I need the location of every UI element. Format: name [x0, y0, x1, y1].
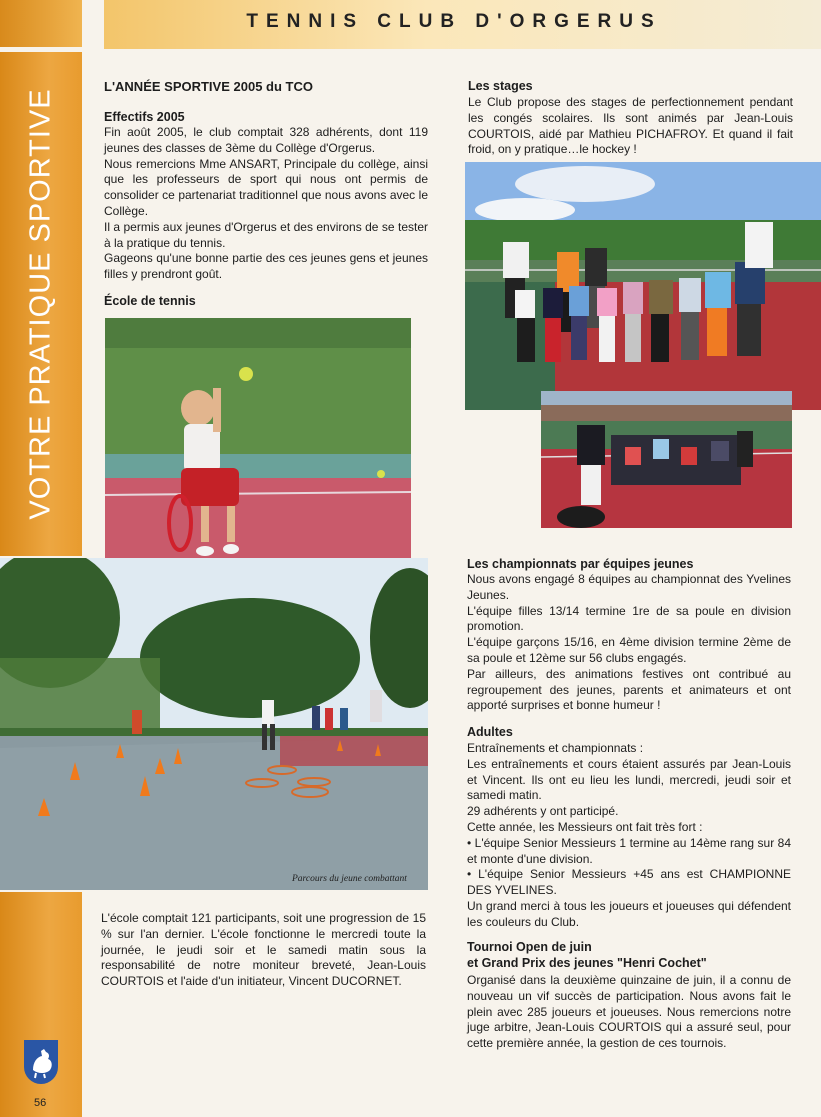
adultes-text: [467, 741, 791, 931]
championnats-paragraph: L'équipe filles 13/14 termine 1re de sa poule en division promotion.: [467, 603, 791, 634]
adultes-line: Un grand merci à tous les joueurs et joueuses qui défendent les couleurs du Club.: [467, 898, 791, 929]
adultes-line: Les entraînements et cours étaient assurés par Jean-Louis et Vincent. Ils ont eu lieu les lundi, mercredi, jeudi soir et samedi matin.: [467, 756, 791, 803]
tournoi-heading: Tournoi Open de juin: [467, 940, 592, 954]
effectifs-paragraph: Il a permis aux jeunes d'Orgerus et des environs de se tester à la pratique du tennis.: [104, 219, 428, 250]
photo-obstacle-course: [0, 558, 428, 890]
page-number: 56: [34, 1097, 47, 1109]
photo-caption: Parcours du jeune combattant: [292, 874, 407, 884]
photo-hockey-group: [541, 391, 792, 528]
adultes-line: • L'équipe Senior Messieurs 1 termine au 14ème rang sur 84 et monte d'une division.: [467, 835, 791, 866]
tournoi-text: Organisé dans la deuxième quinzaine de juin, il a connu de nouveau un vif succès de participation. Nous avons fait le plein avec 285 joueurs et joueuses. Nous remercions notre juge arbitre, Jean-Louis COURTOIS qui a assuré seul, pour cette première année, la gestion de ces tournois.: [467, 973, 791, 1051]
page-title: TENNIS CLUB D'ORGERUS: [246, 11, 662, 32]
championnats-text: [467, 572, 791, 714]
adultes-line: Cette année, les Messieurs ont fait très fort :: [467, 819, 703, 834]
ecole-text: L'école comptait 121 participants, soit une progression de 15 % sur l'an dernier. L'école fonctionne le mercredi toute la journée, le jeudi soir et le samedi matin sous la responsabilité de notre moniteur breveté, Jean-Louis COURTOIS et l'aide d'un initiateur, Vincent DUCORNET.: [101, 911, 426, 989]
championnats-paragraph: Nous avons engagé 8 équipes au championnat des Yvelines Jeunes.: [467, 572, 791, 602]
effectifs-paragraph: Fin août 2005, le club comptait 328 adhérents, dont 119 jeunes des classes de 3ème du Collège d'Orgerus.: [104, 125, 428, 155]
ecole-heading: École de tennis: [104, 294, 196, 308]
adultes-line: • L'équipe Senior Messieurs +45 ans est CHAMPIONNE DES YVELINES.: [467, 867, 791, 898]
effectifs-paragraph: Nous remercions Mme ANSART, Principale du collège, ainsi que les professeurs de sport qui nous ont permis de consolider ce partenariat traditionnel que nous avons avec le Collège.: [104, 156, 428, 218]
photo-stage-group: [465, 162, 821, 410]
effectifs-text: [104, 125, 428, 283]
tournoi-subheading: et Grand Prix des jeunes "Henri Cochet": [467, 956, 707, 970]
article-title: L'ANNÉE SPORTIVE 2005 du TCO: [104, 79, 313, 94]
adultes-line: 29 adhérents y ont participé.: [467, 804, 619, 819]
championnats-paragraph: Par ailleurs, des animations festives ont contribué au regroupement des jeunes, parents et animateurs et ont apporté surprises et bonne humeur !: [467, 666, 791, 713]
championnats-heading: Les championnats par équipes jeunes: [467, 557, 694, 571]
adultes-heading: Adultes: [467, 725, 513, 739]
effectifs-heading: Effectifs 2005: [104, 110, 185, 124]
stages-text: Le Club propose des stages de perfectionnement pendant les congés scolaires. Ils sont animés par Jean-Louis COURTOIS, aidé par Mathieu PICHAFROY. Et quand il fait froid, on y pratique…le hockey !: [468, 95, 793, 157]
rooster-logo-icon: [24, 1040, 58, 1084]
section-title-vertical: VOTRE PRATIQUE SPORTIVE: [24, 88, 57, 520]
stages-heading: Les stages: [468, 79, 533, 93]
adultes-line: Entraînements et championnats :: [467, 741, 644, 755]
side-band-top: [0, 0, 82, 47]
championnats-paragraph: L'équipe garçons 15/16, en 4ème division termine 2ème de sa poule et 12ème sur 56 clubs engagés.: [467, 635, 791, 665]
effectifs-paragraph: Gageons qu'une bonne partie des ces jeunes gens et jeunes filles y prendront goût.: [104, 251, 428, 282]
